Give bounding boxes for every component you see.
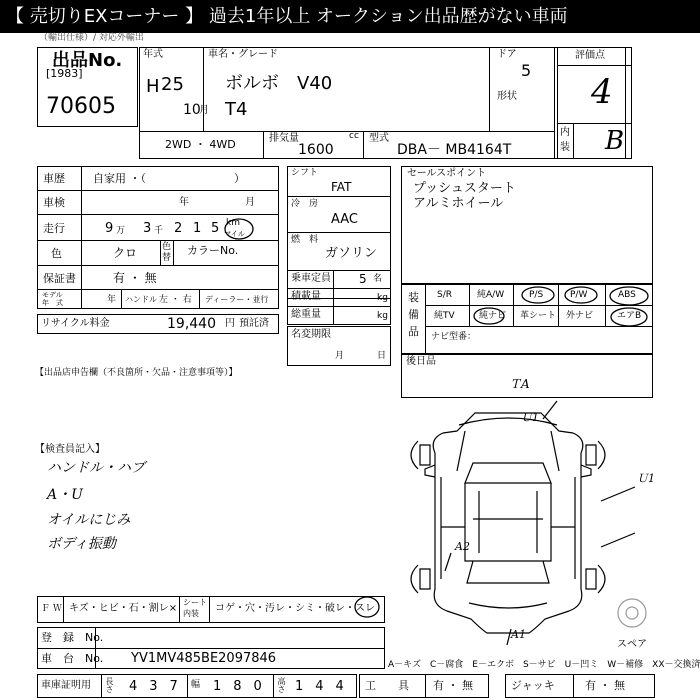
displacement-label: 排気量	[269, 133, 299, 144]
year: 25	[161, 74, 184, 95]
chassis-value: YV1MV485BE2097846	[131, 651, 277, 666]
mileage-digit: 1	[193, 221, 202, 236]
shift-value: FAT	[331, 180, 352, 194]
score-label: 評価点	[575, 50, 605, 61]
mileage-unit-man: 万	[116, 226, 126, 236]
circle-navi	[474, 308, 507, 324]
width-value: 180	[213, 679, 274, 694]
seat-label-2: 内装	[183, 609, 199, 618]
displacement-unit: cc	[349, 131, 359, 141]
lot-number: 70605	[46, 94, 116, 119]
capacity-label: 乗車定員	[291, 273, 331, 284]
height-value: 144	[295, 679, 356, 694]
inspector-note: ハンドル・ハブ	[47, 460, 145, 476]
model-code: DBA－ MB4164T	[397, 142, 512, 158]
equipment-label-3: 品	[408, 325, 419, 338]
mileage-label: 走行	[43, 222, 65, 235]
diagram-mark: ＴA	[509, 377, 530, 391]
lot-label: 出品No.	[52, 50, 123, 71]
equipment-label-2: 備	[408, 308, 419, 321]
fw-label: Ｆ Ｗ	[41, 604, 62, 614]
recycle-unit: 円	[225, 318, 235, 329]
equipment-item: 革シート	[520, 311, 557, 321]
recycle-note: 預託済	[239, 318, 269, 329]
interior-label-2: 装	[560, 142, 570, 153]
diagram-mark: Ｕ1	[521, 411, 539, 424]
sales-point-item: アルミホイール	[413, 196, 504, 211]
sales-point-item: プッシュスタート	[413, 181, 516, 196]
circle-ps	[522, 287, 554, 303]
tools-label: 工 具	[365, 679, 409, 692]
doors-label: ドア	[497, 49, 517, 60]
name-label: 車名・グレード	[208, 49, 278, 60]
model-year-unit: 年	[107, 295, 117, 305]
interior-label-1: 内	[560, 127, 570, 138]
chassis-label: 車 台 No.	[41, 652, 104, 665]
length-value: 437	[129, 679, 190, 694]
jack-value: 有 ・ 無	[585, 679, 625, 692]
height-label: 高さ	[277, 677, 286, 693]
recycle-label: リサイクル料金	[41, 318, 110, 329]
inspector-note: オイルにじみ	[47, 512, 131, 528]
model-year-label-2: 年 式	[42, 299, 63, 307]
color-change-2: 替	[162, 253, 172, 263]
spare-label: スペア	[617, 639, 647, 650]
registration-label: 登 録 No.	[41, 631, 104, 644]
era: H	[146, 76, 160, 97]
fuel-label: 燃 料	[291, 235, 319, 245]
capacity-value: 5	[359, 272, 367, 286]
equipment-item: エアB	[617, 311, 642, 321]
mileage-unit-km: km	[226, 218, 240, 228]
circle-airbag	[611, 308, 647, 326]
equipment-label-1: 装	[408, 291, 419, 304]
model-label: 型式	[369, 133, 389, 144]
damage-legend: A－キズ C－腐食 E－エクボ S－サビ U－凹ミ W－補修 XX－交換済	[388, 660, 700, 670]
fw-items: キズ・ヒビ・石・割レ×	[69, 603, 178, 614]
color-value: クロ	[113, 246, 138, 260]
length-label: 長さ	[105, 677, 114, 693]
displacement: 1600	[298, 142, 334, 158]
gross-label: 総重量	[291, 309, 321, 320]
circle-abs	[610, 287, 648, 305]
load-unit: kg	[377, 293, 388, 303]
score: 4	[591, 72, 613, 112]
handle-label: ハンドル	[125, 295, 157, 304]
warranty-label: 保証書	[43, 272, 76, 285]
spare-tire-icon	[618, 599, 646, 627]
car-name: ボルボ V40	[225, 73, 333, 94]
top-cut-text: （輸出仕様）/ 対応外輸出	[39, 33, 144, 43]
mileage-digit: 2	[174, 221, 183, 236]
inspection-month: 月	[245, 197, 255, 208]
drive: 2WD ・ 4WD	[165, 138, 236, 151]
mileage-digit: 9	[105, 221, 114, 236]
jack-label: ジャッキ	[511, 679, 555, 692]
changed-month: 月	[335, 351, 345, 361]
changed-day: 日	[377, 351, 387, 361]
equipment-item: 純A/W	[477, 290, 505, 300]
grade: T4	[225, 99, 248, 120]
width-label: 幅	[191, 680, 201, 690]
capacity-unit: 名	[373, 274, 383, 284]
ac-label: 冷 房	[291, 199, 319, 209]
equipment-item: 純TV	[434, 311, 455, 321]
seat-label-1: シート	[183, 598, 207, 607]
ac-value: AAC	[331, 212, 358, 227]
circle-pw	[565, 287, 597, 303]
equipment-item: 外ナビ	[566, 311, 594, 321]
model-year-label-1: モデル	[42, 291, 63, 299]
equipment-item: 純ナビ	[479, 311, 507, 321]
mileage-unit-mile: マイル	[224, 230, 245, 238]
inspector-label: 【検査員記入】	[35, 444, 105, 455]
car-diagram	[411, 401, 635, 645]
gross-unit: kg	[377, 311, 388, 321]
equipment-item: P/W	[570, 290, 588, 300]
fuel-value: ガソリン	[325, 246, 378, 261]
shift-label: シフト	[291, 168, 319, 178]
dealer-label: ディーラー・並行	[205, 295, 269, 304]
banner-title: 【 売切りEXコーナー 】 過去1年以上 オークション出品歴がない車両	[0, 0, 700, 33]
equipment-item: S/R	[437, 290, 452, 300]
sales-points-label: セールスポイント	[407, 168, 487, 179]
load-label: 積載量	[291, 291, 321, 302]
doors: 5	[521, 61, 532, 80]
auction-sheet	[33, 33, 700, 700]
lot-sub: [1983]	[46, 67, 83, 80]
diagram-mark: A1	[511, 628, 526, 641]
navi-label: ナビ型番：	[431, 332, 477, 342]
inspection-year: 年	[179, 197, 189, 208]
mileage-digit: 3	[143, 221, 152, 236]
equipment-item: P/S	[529, 290, 544, 300]
interior-grade: B	[605, 126, 625, 156]
color-change-1: 色	[162, 242, 172, 252]
history-value: 自家用 ・（ ）	[93, 172, 245, 185]
inspector-note: ボディ振動	[47, 536, 116, 552]
circle-km	[225, 219, 253, 239]
tools-value: 有 ・ 無	[433, 679, 473, 692]
diagram-mark: A2	[455, 540, 470, 553]
inspector-note: A・U	[47, 487, 83, 503]
inspection-label: 車検	[43, 196, 65, 209]
shape-label: 形状	[497, 91, 517, 102]
warranty-value: 有 ・ 無	[113, 271, 157, 285]
month-unit: 月	[199, 105, 209, 116]
color-no-label: カラーNo.	[187, 244, 239, 257]
year-label: 年式	[143, 49, 163, 60]
declaration-label: 【出品店申告欄（不良箇所・欠品・注意事項等）】	[35, 368, 238, 378]
seat-items: コゲ・穴・汚レ・シミ・破レ・スレ	[215, 603, 375, 614]
mileage-digit: 5	[211, 221, 220, 236]
cert-label: 車庫証明用	[41, 680, 91, 691]
month: 10	[183, 102, 201, 118]
color-label: 色	[51, 247, 62, 260]
history-label: 車歴	[43, 172, 65, 185]
equipment-item: ABS	[618, 290, 636, 300]
mileage-unit-sen: 千	[154, 226, 164, 236]
changed-label: 名変期限	[291, 329, 331, 340]
later-items-label: 後日品	[406, 356, 436, 367]
recycle-value: 19,440	[167, 316, 216, 332]
diagram-mark: Ｕ1	[637, 472, 655, 485]
handle-value: 左 ・ 右	[159, 295, 192, 305]
